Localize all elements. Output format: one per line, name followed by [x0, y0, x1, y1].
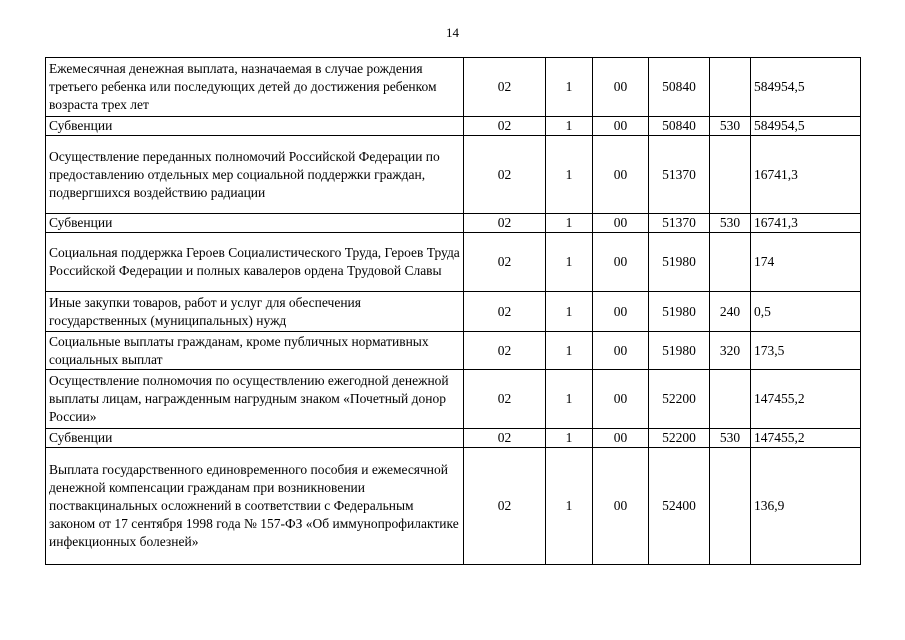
row-col2: 1: [546, 136, 593, 214]
table-row: [46, 214, 861, 233]
row-col1: 02: [464, 292, 546, 332]
row-col2: 1: [546, 214, 593, 233]
row-name: Осуществление переданных полномочий Российской Федерации по предоставлению отдельных мер социальной поддержки граждан, подвергшихся воздействию радиации: [46, 136, 464, 214]
row-code: 50840: [649, 117, 710, 136]
row-amount: 173,5: [751, 332, 861, 370]
row-col3: 00: [593, 370, 649, 429]
row-type: [710, 370, 751, 429]
row-code: 51370: [649, 214, 710, 233]
row-col2: 1: [546, 292, 593, 332]
row-col3: 00: [593, 58, 649, 117]
row-name: Социальная поддержка Героев Социалистического Труда, Героев Труда Российской Федерации и полных кавалеров ордена Трудовой Славы: [46, 233, 464, 292]
row-col1: 02: [464, 448, 546, 565]
row-code: 51980: [649, 233, 710, 292]
row-col2: 1: [546, 429, 593, 448]
table-row: [46, 58, 861, 117]
table-row: [46, 233, 861, 292]
table-row: [46, 117, 861, 136]
row-code: 52400: [649, 448, 710, 565]
row-type: 240: [710, 292, 751, 332]
row-col3: 00: [593, 214, 649, 233]
table-row: [46, 332, 861, 370]
row-col1: 02: [464, 429, 546, 448]
table-row: [46, 370, 861, 429]
row-col3: 00: [593, 233, 649, 292]
row-name: Осуществление полномочия по осуществлению ежегодной денежной выплаты лицам, награжденным нагрудным знаком «Почетный донор России»: [46, 370, 464, 429]
row-col2: 1: [546, 58, 593, 117]
row-amount: 136,9: [751, 448, 861, 565]
row-name: Социальные выплаты гражданам, кроме публичных нормативных социальных выплат: [46, 332, 464, 370]
row-type: 530: [710, 214, 751, 233]
row-type: [710, 448, 751, 565]
row-type: [710, 136, 751, 214]
row-amount: 147455,2: [751, 370, 861, 429]
row-name: Субвенции: [46, 117, 464, 136]
row-type: [710, 233, 751, 292]
row-code: 51370: [649, 136, 710, 214]
row-code: 50840: [649, 58, 710, 117]
row-type: 320: [710, 332, 751, 370]
row-amount: 0,5: [751, 292, 861, 332]
row-col3: 00: [593, 448, 649, 565]
row-col1: 02: [464, 136, 546, 214]
row-col2: 1: [546, 332, 593, 370]
row-col1: 02: [464, 58, 546, 117]
row-code: 51980: [649, 292, 710, 332]
row-amount: 147455,2: [751, 429, 861, 448]
row-name: Субвенции: [46, 429, 464, 448]
row-amount: 584954,5: [751, 117, 861, 136]
table-row: [46, 448, 861, 565]
row-code: 52200: [649, 370, 710, 429]
row-type: [710, 58, 751, 117]
row-col3: 00: [593, 292, 649, 332]
row-code: 51980: [649, 332, 710, 370]
row-col3: 00: [593, 332, 649, 370]
row-amount: 16741,3: [751, 136, 861, 214]
row-col3: 00: [593, 136, 649, 214]
table-row: [46, 136, 861, 214]
row-code: 52200: [649, 429, 710, 448]
row-col2: 1: [546, 117, 593, 136]
row-col1: 02: [464, 332, 546, 370]
row-col3: 00: [593, 429, 649, 448]
row-col1: 02: [464, 117, 546, 136]
row-amount: 584954,5: [751, 58, 861, 117]
budget-table: [45, 57, 861, 565]
row-type: 530: [710, 117, 751, 136]
row-name: Выплата государственного единовременного пособия и ежемесячной денежной компенсации гражданам при возникновении поствакцинальных осложнений в соответствии с Федеральным законом от 17 сентября 1998 года № 157-ФЗ «Об иммунопрофилактике инфекционных болезней»: [46, 448, 464, 565]
row-col2: 1: [546, 370, 593, 429]
row-col1: 02: [464, 214, 546, 233]
row-type: 530: [710, 429, 751, 448]
row-col2: 1: [546, 448, 593, 565]
row-name: Ежемесячная денежная выплата, назначаемая в случае рождения третьего ребенка или последующих детей до достижения ребенком возраста трех лет: [46, 58, 464, 117]
row-col1: 02: [464, 370, 546, 429]
row-name: Субвенции: [46, 214, 464, 233]
row-col1: 02: [464, 233, 546, 292]
row-amount: 16741,3: [751, 214, 861, 233]
row-name: Иные закупки товаров, работ и услуг для обеспечения государственных (муниципальных) нужд: [46, 292, 464, 332]
table-row: [46, 292, 861, 332]
table-row: [46, 429, 861, 448]
row-amount: 174: [751, 233, 861, 292]
row-col2: 1: [546, 233, 593, 292]
row-col3: 00: [593, 117, 649, 136]
page-number: 14: [446, 25, 459, 40]
